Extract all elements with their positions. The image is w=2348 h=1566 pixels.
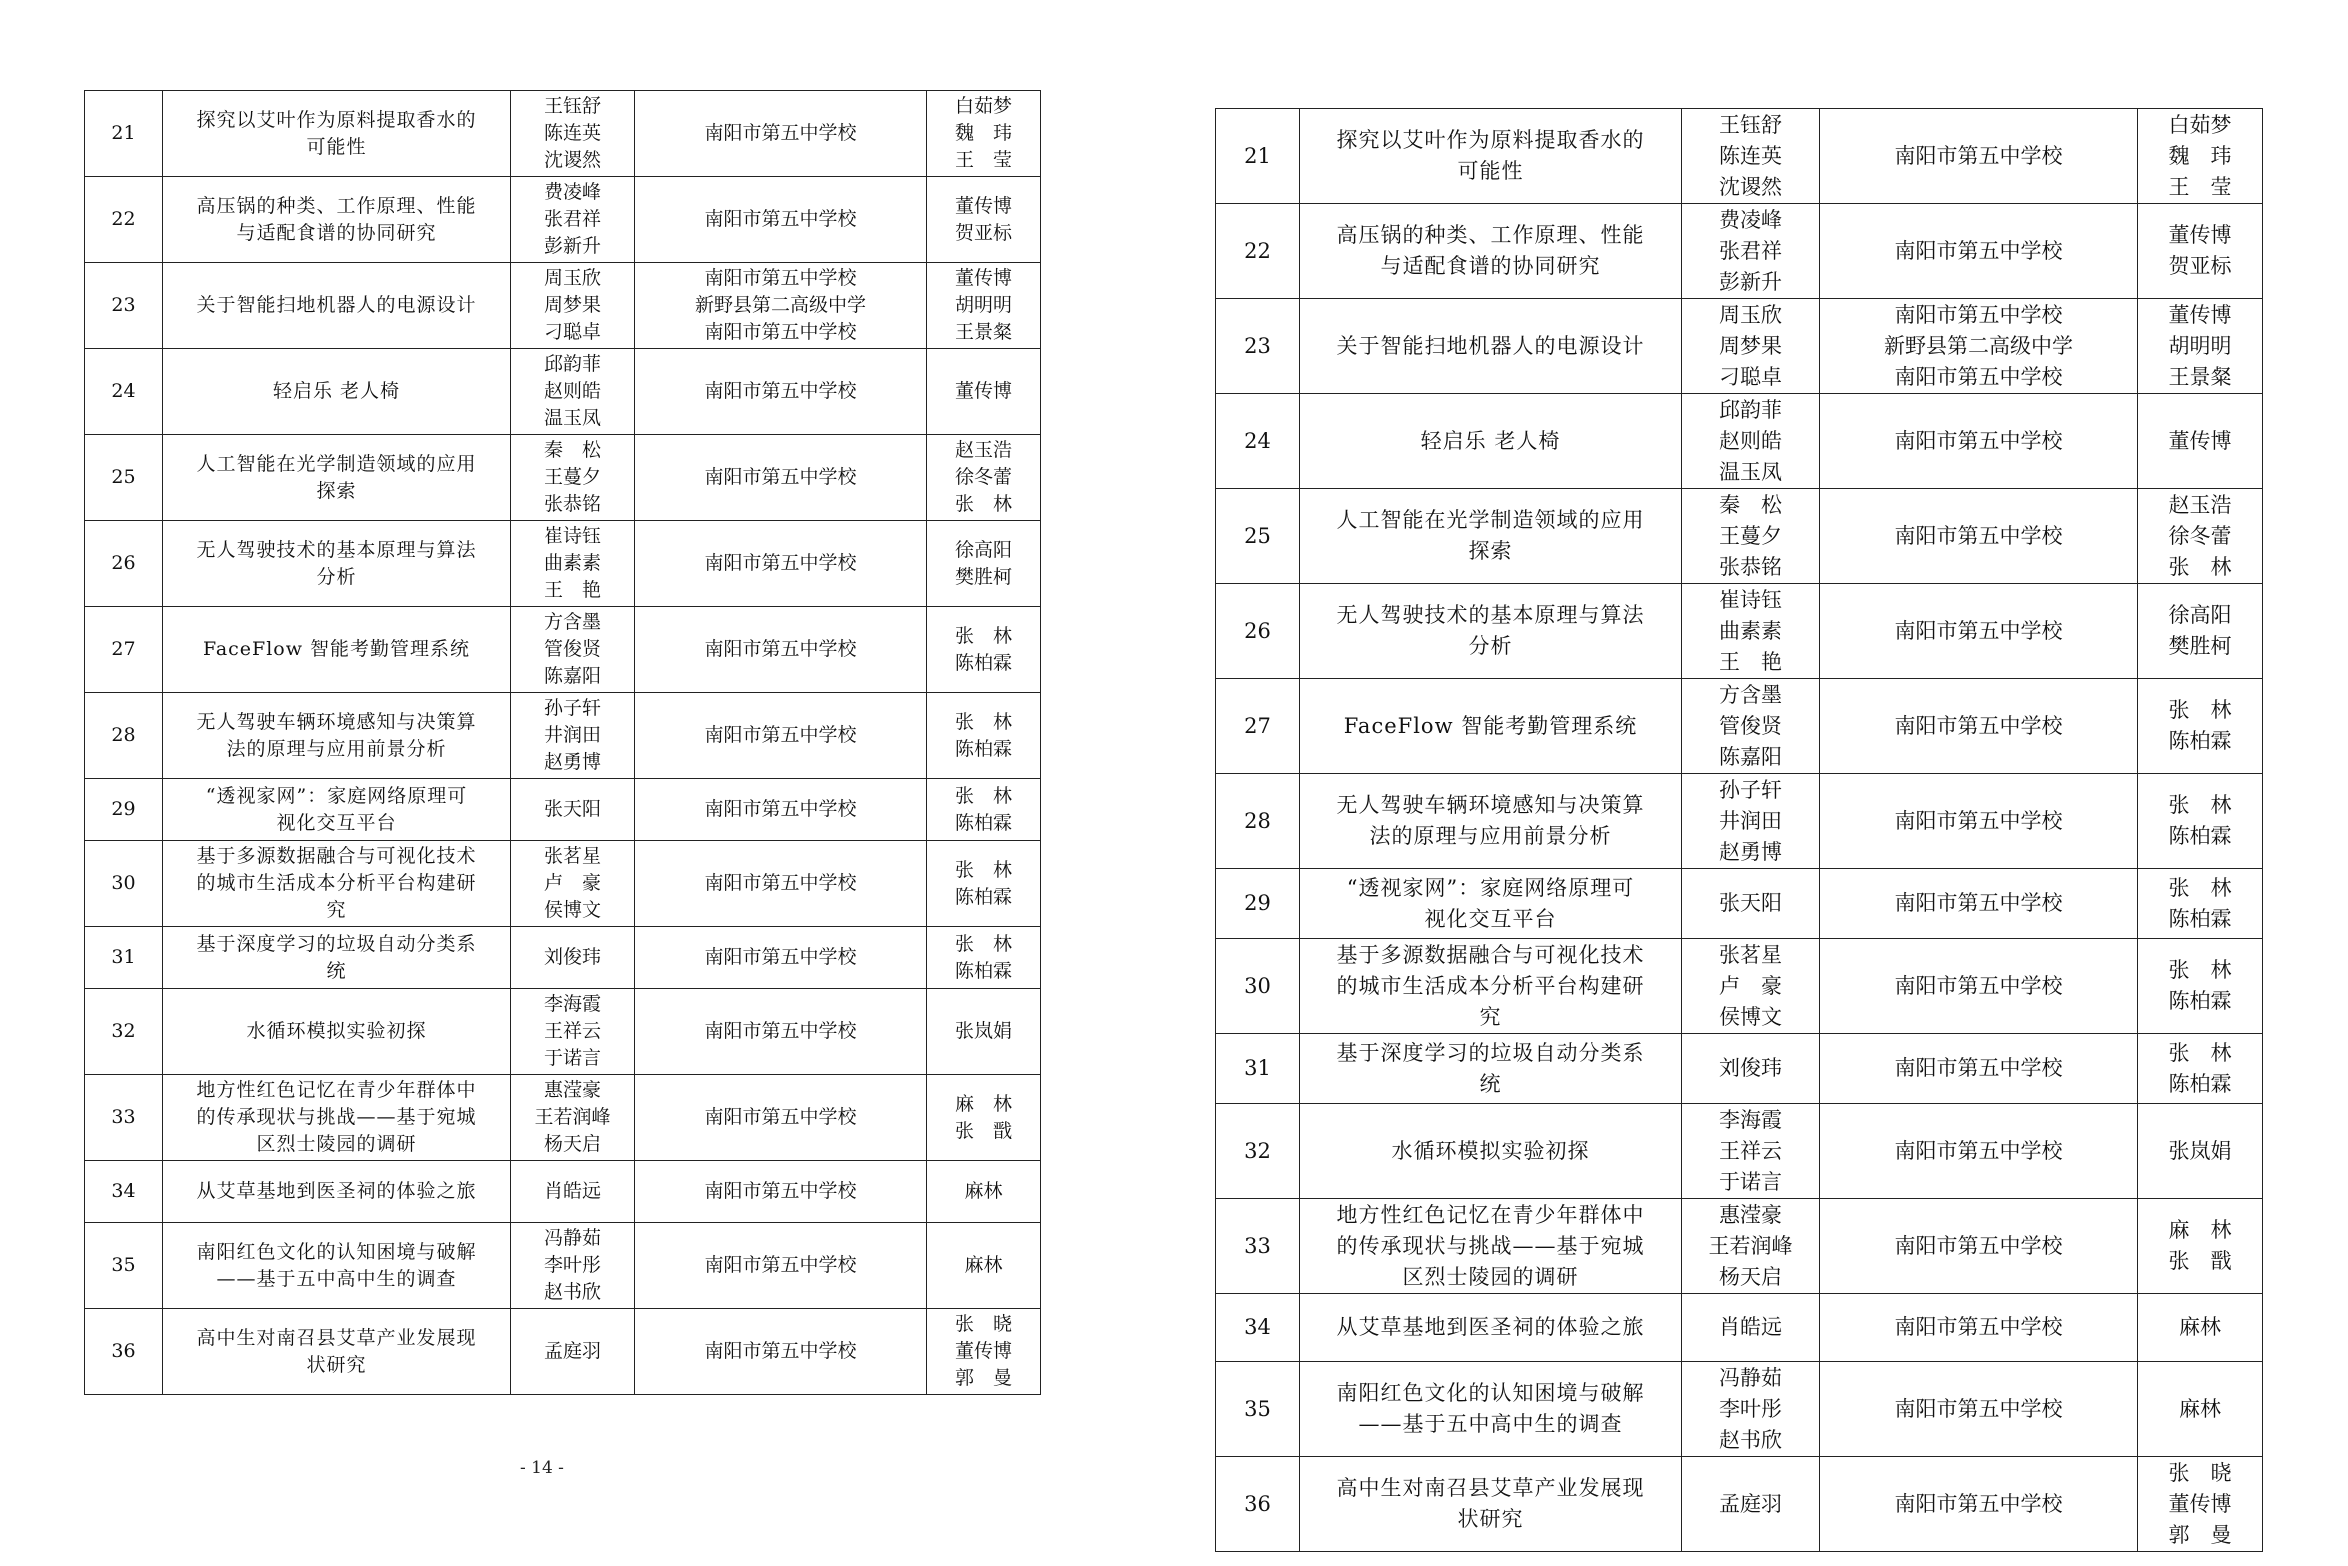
row-number: 23 — [85, 263, 163, 349]
teachers: 张 林 陈柏霖 — [2138, 869, 2263, 939]
table-row — [1216, 109, 2263, 204]
right-page — [1215, 108, 2262, 1552]
school: 南阳市第五中学校 — [1820, 204, 2138, 299]
students: 张茗星 卢 豪 侯博文 — [1682, 939, 1820, 1034]
row-number: 30 — [85, 841, 163, 927]
left-page — [84, 90, 1040, 1395]
project-title: FaceFlow 智能考勤管理系统 — [163, 607, 511, 693]
school: 南阳市第五中学校 — [1820, 1362, 2138, 1457]
students: 周玉欣 周梦果 刁聪卓 — [1682, 299, 1820, 394]
project-title: 无人驾驶技术的基本原理与算法 分析 — [1300, 584, 1682, 679]
school: 南阳市第五中学校 — [635, 349, 927, 435]
students: 张天阳 — [511, 779, 635, 841]
award-table — [84, 90, 1041, 1395]
project-title: 高压锅的种类、工作原理、性能 与适配食谱的协同研究 — [1300, 204, 1682, 299]
school: 南阳市第五中学校 — [635, 91, 927, 177]
row-number: 30 — [1216, 939, 1300, 1034]
project-title: 关于智能扫地机器人的电源设计 — [1300, 299, 1682, 394]
table-row — [1216, 299, 2263, 394]
students: 冯静茹 李叶彤 赵书欣 — [1682, 1362, 1820, 1457]
row-number: 21 — [85, 91, 163, 177]
students: 方含墨 管俊贤 陈嘉阳 — [511, 607, 635, 693]
table-row — [1216, 1104, 2263, 1199]
school: 南阳市第五中学校 — [1820, 1104, 2138, 1199]
project-title: 南阳红色文化的认知困境与破解 ——基于五中高中生的调查 — [1300, 1362, 1682, 1457]
teachers: 张 晓 董传博 郭 曼 — [927, 1309, 1041, 1395]
row-number: 31 — [85, 927, 163, 989]
school: 南阳市第五中学校 — [1820, 1034, 2138, 1104]
table-row — [1216, 1199, 2263, 1294]
project-title: 高中生对南召县艾草产业发展现 状研究 — [163, 1309, 511, 1395]
project-title: 高压锅的种类、工作原理、性能 与适配食谱的协同研究 — [163, 177, 511, 263]
project-title: 人工智能在光学制造领域的应用 探索 — [163, 435, 511, 521]
project-title: 探究以艾叶作为原料提取香水的 可能性 — [163, 91, 511, 177]
teachers: 徐高阳 樊胜柯 — [2138, 584, 2263, 679]
students: 邱韵菲 赵则皓 温玉凤 — [511, 349, 635, 435]
school: 南阳市第五中学校 — [1820, 1457, 2138, 1552]
project-title: 高中生对南召县艾草产业发展现 状研究 — [1300, 1457, 1682, 1552]
teachers: 麻林 — [2138, 1362, 2263, 1457]
school: 南阳市第五中学校 — [635, 1223, 927, 1309]
row-number: 32 — [1216, 1104, 1300, 1199]
project-title: 地方性红色记忆在青少年群体中 的传承现状与挑战——基于宛城 区烈士陵园的调研 — [1300, 1199, 1682, 1294]
students: 邱韵菲 赵则皓 温玉凤 — [1682, 394, 1820, 489]
teachers: 张岚娟 — [927, 989, 1041, 1075]
school: 南阳市第五中学校 — [635, 177, 927, 263]
row-number: 33 — [85, 1075, 163, 1161]
students: 惠滢豪 王若润峰 杨天启 — [511, 1075, 635, 1161]
students: 孙子轩 井润田 赵勇博 — [511, 693, 635, 779]
row-number: 27 — [1216, 679, 1300, 774]
school: 南阳市第五中学校 — [635, 1075, 927, 1161]
school: 南阳市第五中学校 — [635, 1161, 927, 1223]
school: 南阳市第五中学校 — [1820, 679, 2138, 774]
school: 南阳市第五中学校 — [635, 841, 927, 927]
students: 张茗星 卢 豪 侯博文 — [511, 841, 635, 927]
teachers: 张 林 陈柏霖 — [927, 841, 1041, 927]
school: 南阳市第五中学校 — [1820, 939, 2138, 1034]
table-row — [85, 693, 1041, 779]
students: 王钰舒 陈连英 沈谡然 — [1682, 109, 1820, 204]
row-number: 28 — [85, 693, 163, 779]
teachers: 麻林 — [927, 1161, 1041, 1223]
table-row — [85, 435, 1041, 521]
school: 南阳市第五中学校 — [1820, 1294, 2138, 1362]
teachers: 董传博 贺亚标 — [2138, 204, 2263, 299]
school: 南阳市第五中学校 — [635, 927, 927, 989]
teachers: 张 林 陈柏霖 — [927, 779, 1041, 841]
school: 南阳市第五中学校 — [635, 607, 927, 693]
row-number: 25 — [85, 435, 163, 521]
teachers: 白茹梦 魏 玮 王 莹 — [2138, 109, 2263, 204]
students: 孟庭羽 — [1682, 1457, 1820, 1552]
students: 李海霞 王祥云 于诺言 — [1682, 1104, 1820, 1199]
table-row — [85, 1309, 1041, 1395]
students: 秦 松 王蔓夕 张恭铭 — [511, 435, 635, 521]
project-title: 基于多源数据融合与可视化技术 的城市生活成本分析平台构建研 究 — [163, 841, 511, 927]
teachers: 麻 林 张 戬 — [2138, 1199, 2263, 1294]
row-number: 28 — [1216, 774, 1300, 869]
table-row — [1216, 869, 2263, 939]
row-number: 31 — [1216, 1034, 1300, 1104]
project-title: 水循环模拟实验初探 — [163, 989, 511, 1075]
row-number: 36 — [85, 1309, 163, 1395]
project-title: 从艾草基地到医圣祠的体验之旅 — [1300, 1294, 1682, 1362]
table-row — [1216, 1362, 2263, 1457]
award-table — [1215, 108, 2263, 1552]
students: 张天阳 — [1682, 869, 1820, 939]
row-number: 27 — [85, 607, 163, 693]
table-row — [85, 1223, 1041, 1309]
row-number: 35 — [1216, 1362, 1300, 1457]
table-row — [85, 1075, 1041, 1161]
row-number: 34 — [85, 1161, 163, 1223]
table-row — [1216, 1294, 2263, 1362]
project-title: FaceFlow 智能考勤管理系统 — [1300, 679, 1682, 774]
teachers: 赵玉浩 徐冬蕾 张 林 — [2138, 489, 2263, 584]
students: 王钰舒 陈连英 沈谡然 — [511, 91, 635, 177]
table-row — [85, 349, 1041, 435]
row-number: 22 — [85, 177, 163, 263]
teachers: 张 晓 董传博 郭 曼 — [2138, 1457, 2263, 1552]
school: 南阳市第五中学校 — [1820, 869, 2138, 939]
teachers: 董传博 胡明明 王景粲 — [2138, 299, 2263, 394]
students: 孟庭羽 — [511, 1309, 635, 1395]
project-title: “透视家网”：家庭网络原理可 视化交互平台 — [163, 779, 511, 841]
students: 肖皓远 — [1682, 1294, 1820, 1362]
teachers: 张 林 陈柏霖 — [927, 607, 1041, 693]
table-row — [85, 521, 1041, 607]
teachers: 张 林 陈柏霖 — [927, 927, 1041, 989]
table-row — [85, 989, 1041, 1075]
row-number: 35 — [85, 1223, 163, 1309]
project-title: 基于深度学习的垃圾自动分类系 统 — [1300, 1034, 1682, 1104]
table-row — [85, 841, 1041, 927]
school: 南阳市第五中学校 — [1820, 584, 2138, 679]
students: 秦 松 王蔓夕 张恭铭 — [1682, 489, 1820, 584]
table-row — [1216, 204, 2263, 299]
teachers: 董传博 贺亚标 — [927, 177, 1041, 263]
students: 费凌峰 张君祥 彭新升 — [511, 177, 635, 263]
teachers: 徐高阳 樊胜柯 — [927, 521, 1041, 607]
school: 南阳市第五中学校 — [635, 779, 927, 841]
students: 周玉欣 周梦果 刁聪卓 — [511, 263, 635, 349]
school: 南阳市第五中学校 新野县第二高级中学 南阳市第五中学校 — [1820, 299, 2138, 394]
project-title: 探究以艾叶作为原料提取香水的 可能性 — [1300, 109, 1682, 204]
teachers: 麻林 — [2138, 1294, 2263, 1362]
students: 孙子轩 井润田 赵勇博 — [1682, 774, 1820, 869]
students: 冯静茹 李叶彤 赵书欣 — [511, 1223, 635, 1309]
school: 南阳市第五中学校 — [635, 521, 927, 607]
project-title: 水循环模拟实验初探 — [1300, 1104, 1682, 1199]
table-row — [85, 91, 1041, 177]
school: 南阳市第五中学校 — [635, 1309, 927, 1395]
row-number: 29 — [85, 779, 163, 841]
row-number: 29 — [1216, 869, 1300, 939]
teachers: 张 林 陈柏霖 — [2138, 774, 2263, 869]
school: 南阳市第五中学校 — [635, 693, 927, 779]
project-title: 基于深度学习的垃圾自动分类系 统 — [163, 927, 511, 989]
project-title: 关于智能扫地机器人的电源设计 — [163, 263, 511, 349]
teachers: 赵玉浩 徐冬蕾 张 林 — [927, 435, 1041, 521]
students: 刘俊玮 — [1682, 1034, 1820, 1104]
project-title: “透视家网”：家庭网络原理可 视化交互平台 — [1300, 869, 1682, 939]
teachers: 张 林 陈柏霖 — [2138, 679, 2263, 774]
project-title: 基于多源数据融合与可视化技术 的城市生活成本分析平台构建研 究 — [1300, 939, 1682, 1034]
table-row — [1216, 939, 2263, 1034]
table-row — [1216, 679, 2263, 774]
teachers: 董传博 — [927, 349, 1041, 435]
school: 南阳市第五中学校 — [1820, 774, 2138, 869]
row-number: 24 — [1216, 394, 1300, 489]
students: 李海霞 王祥云 于诺言 — [511, 989, 635, 1075]
students: 刘俊玮 — [511, 927, 635, 989]
project-title: 南阳红色文化的认知困境与破解 ——基于五中高中生的调查 — [163, 1223, 511, 1309]
table-row — [1216, 1457, 2263, 1552]
table-row — [85, 927, 1041, 989]
teachers: 张 林 陈柏霖 — [2138, 939, 2263, 1034]
table-row — [85, 177, 1041, 263]
teachers: 董传博 胡明明 王景粲 — [927, 263, 1041, 349]
row-number: 23 — [1216, 299, 1300, 394]
school: 南阳市第五中学校 — [635, 989, 927, 1075]
project-title: 无人驾驶车辆环境感知与决策算 法的原理与应用前景分析 — [163, 693, 511, 779]
teachers: 白茹梦 魏 玮 王 莹 — [927, 91, 1041, 177]
project-title: 地方性红色记忆在青少年群体中 的传承现状与挑战——基于宛城 区烈士陵园的调研 — [163, 1075, 511, 1161]
project-title: 从艾草基地到医圣祠的体验之旅 — [163, 1161, 511, 1223]
row-number: 22 — [1216, 204, 1300, 299]
project-title: 人工智能在光学制造领域的应用 探索 — [1300, 489, 1682, 584]
school: 南阳市第五中学校 — [1820, 489, 2138, 584]
students: 崔诗钰 曲素素 王 艳 — [1682, 584, 1820, 679]
table-row — [1216, 1034, 2263, 1104]
teachers: 董传博 — [2138, 394, 2263, 489]
school: 南阳市第五中学校 — [635, 435, 927, 521]
row-number: 24 — [85, 349, 163, 435]
project-title: 轻启乐 老人椅 — [163, 349, 511, 435]
table-row — [1216, 584, 2263, 679]
table-row — [1216, 489, 2263, 584]
table-row — [85, 779, 1041, 841]
row-number: 36 — [1216, 1457, 1300, 1552]
teachers: 张 林 陈柏霖 — [2138, 1034, 2263, 1104]
row-number: 25 — [1216, 489, 1300, 584]
students: 费凌峰 张君祥 彭新升 — [1682, 204, 1820, 299]
table-row — [85, 607, 1041, 693]
school: 南阳市第五中学校 — [1820, 1199, 2138, 1294]
row-number: 26 — [85, 521, 163, 607]
project-title: 轻启乐 老人椅 — [1300, 394, 1682, 489]
teachers: 麻林 — [927, 1223, 1041, 1309]
students: 惠滢豪 王若润峰 杨天启 — [1682, 1199, 1820, 1294]
table-row — [85, 263, 1041, 349]
teachers: 张岚娟 — [2138, 1104, 2263, 1199]
row-number: 26 — [1216, 584, 1300, 679]
row-number: 34 — [1216, 1294, 1300, 1362]
teachers: 张 林 陈柏霖 — [927, 693, 1041, 779]
teachers: 麻 林 张 戬 — [927, 1075, 1041, 1161]
project-title: 无人驾驶技术的基本原理与算法 分析 — [163, 521, 511, 607]
page-number: - 14 - — [520, 1458, 564, 1478]
project-title: 无人驾驶车辆环境感知与决策算 法的原理与应用前景分析 — [1300, 774, 1682, 869]
students: 崔诗钰 曲素素 王 艳 — [511, 521, 635, 607]
row-number: 21 — [1216, 109, 1300, 204]
table-row — [85, 1161, 1041, 1223]
students: 方含墨 管俊贤 陈嘉阳 — [1682, 679, 1820, 774]
row-number: 33 — [1216, 1199, 1300, 1294]
students: 肖皓远 — [511, 1161, 635, 1223]
table-row — [1216, 774, 2263, 869]
row-number: 32 — [85, 989, 163, 1075]
school: 南阳市第五中学校 — [1820, 394, 2138, 489]
school: 南阳市第五中学校 新野县第二高级中学 南阳市第五中学校 — [635, 263, 927, 349]
table-row — [1216, 394, 2263, 489]
school: 南阳市第五中学校 — [1820, 109, 2138, 204]
